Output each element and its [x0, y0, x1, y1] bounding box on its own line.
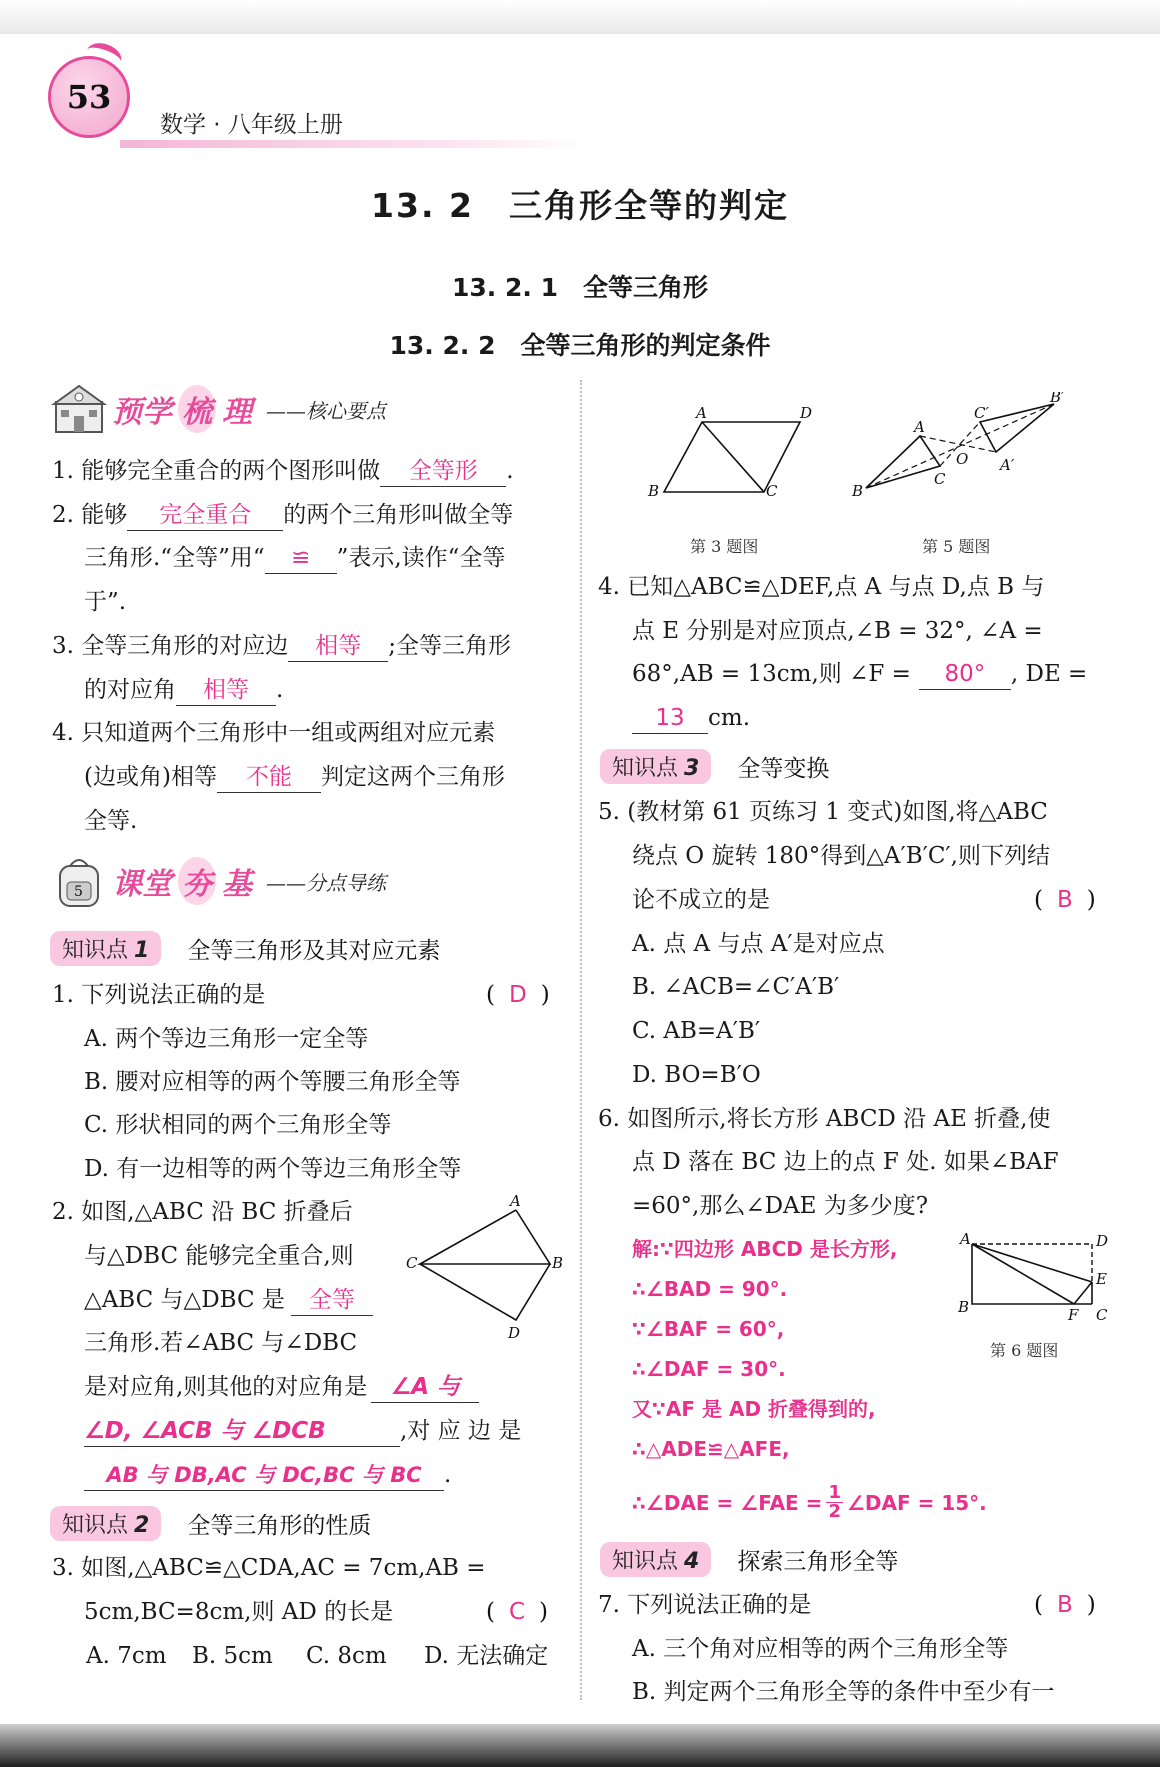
fig5-label-B-prime: B′: [1050, 392, 1065, 406]
fig6-label-C: C: [1096, 1306, 1108, 1324]
svg-text:5: 5: [74, 884, 83, 900]
screen-top-strip: [0, 0, 1160, 34]
q6-solution-4: ∴∠DAF = 30°.: [632, 1357, 786, 1381]
q3-option-d: D. 无法确定: [424, 1643, 549, 1669]
fig5-label-A: A: [914, 418, 925, 436]
fig3-label-D: D: [800, 404, 813, 422]
preview-section-header: [50, 380, 386, 438]
q2-line4: 三角形.若∠ABC 与∠DBC: [84, 1330, 358, 1356]
knowledge-point-2: [50, 1506, 371, 1541]
q5-answer: ( B ): [1034, 887, 1096, 913]
q1-answer: ( D ): [486, 982, 550, 1008]
screen-bottom-strip: [0, 1724, 1160, 1767]
q6-line1: 6. 如图所示,将长方形 ABCD 沿 AE 折叠,使: [598, 1106, 1051, 1132]
classroom-subtitle: ——分点导练: [266, 870, 386, 895]
q6-solution-1: 解:∵四边形 ABCD 是长方形,: [632, 1237, 898, 1261]
q2-line2: 与△DBC 能够完全重合,则: [84, 1243, 354, 1269]
q5-option-c: C. AB=A′B′: [632, 1018, 761, 1044]
classroom-title: 课堂 夯 基: [112, 857, 252, 905]
fig5-caption: 第 5 题图: [922, 537, 991, 556]
q5-line2: 绕点 O 旋转 180°得到△A′B′C′,则下列结: [632, 843, 1050, 869]
fig6-label-A: A: [960, 1230, 971, 1248]
q3-answer: ( C ): [486, 1599, 549, 1625]
preview-q2-line2: 三角形.“全等”用“ ≌ ”表示,读作“全等: [84, 543, 505, 574]
q2-line7: AB 与 DB,AC 与 DC,BC 与 BC .: [84, 1460, 451, 1491]
q4-line1: 4. 已知△ABC≌△DEF,点 A 与点 D,点 B 与: [598, 574, 1045, 600]
column-divider: [580, 380, 582, 1700]
q1-option-c: C. 形状相同的两个三角形全等: [84, 1112, 392, 1138]
q7-option-b: B. 判定两个三角形全等的条件中至少有一: [632, 1679, 1055, 1705]
preview-q3-line2: 的对应角 相等 .: [84, 675, 283, 706]
subsection-title-2: 13. 2. 2 全等三角形的判定条件: [389, 331, 771, 360]
knowledge-point-3: [600, 749, 829, 784]
q5-option-a: A. 点 A 与点 A′是对应点: [632, 931, 885, 957]
q2-label-D: D: [508, 1324, 521, 1342]
q2-line1: 2. 如图,△ABC 沿 BC 折叠后: [52, 1199, 353, 1225]
q3-option-c: C. 8cm: [306, 1643, 387, 1669]
q6-solution-3: ∵∠BAF = 60°,: [632, 1317, 785, 1341]
q2-label-B: B: [552, 1254, 564, 1272]
q3-line2: 5cm,BC=8cm,则 AD 的长是: [84, 1599, 394, 1625]
fraction-one-half: $\frac{1}{2}$: [828, 1482, 841, 1522]
q3-line1: 3. 如图,△ABC≌△CDA,AC = 7cm,AB =: [52, 1555, 486, 1581]
q2-line6: ∠D, ∠ACB 与 ∠DCB ,对 应 边 是: [84, 1416, 521, 1447]
q6-solution-5: 又∵AF 是 AD 折叠得到的,: [632, 1397, 876, 1421]
q7-stem: 7. 下列说法正确的是: [598, 1592, 812, 1618]
q5-option-b: B. ∠ACB=∠C′A′B′: [632, 974, 840, 1000]
kp4-name: 探索三角形全等: [737, 1549, 899, 1575]
knowledge-point-4: [600, 1542, 898, 1577]
section-title: 13. 2 三角形全等的判定: [371, 186, 789, 225]
fig5-label-B: B: [852, 482, 864, 500]
q4-line2: 点 E 分别是对应顶点,∠B = 32°, ∠A =: [632, 618, 1043, 644]
kp1-tag: 知识点 1: [50, 931, 161, 966]
kp3-tag: 知识点 3: [600, 749, 711, 784]
q4-line4: 13 cm.: [632, 703, 750, 734]
fig6-label-F: F: [1068, 1306, 1079, 1324]
kp2-name: 全等三角形的性质: [187, 1513, 372, 1539]
q1-option-d: D. 有一边相等的两个等边三角形全等: [84, 1156, 462, 1182]
preview-title: 预学 梳 理: [112, 385, 252, 433]
fig5-label-O: O: [956, 450, 969, 468]
fig6-rectangle-fold: [958, 1226, 1120, 1326]
preview-q4-line1: 4. 只知道两个三角形中一组或两组对应元素: [52, 720, 496, 746]
fig5-label-A-prime: A′: [1000, 456, 1015, 474]
classroom-section-header: [50, 852, 386, 910]
preview-q1: 1. 能够完全重合的两个图形叫做 全等形 .: [52, 456, 514, 487]
q5-option-d: D. BO=B′O: [632, 1062, 761, 1088]
fig6-label-E: E: [1096, 1270, 1107, 1288]
q5-line1: 5. (教材第 61 页练习 1 变式)如图,将△ABC: [598, 799, 1048, 825]
fig3-caption: 第 3 题图: [690, 537, 759, 556]
fig5-label-C-prime: C′: [974, 404, 989, 422]
q7-option-a: A. 三个角对应相等的两个三角形全等: [632, 1636, 1009, 1662]
q6-solution-6: ∴△ADE≌△AFE,: [632, 1437, 790, 1461]
q6-solution-7: ∴∠DAE = ∠FAE = $\frac{1}{2}$ ∠DAF = 15°.: [632, 1482, 987, 1522]
q1-option-b: B. 腰对应相等的两个等腰三角形全等: [84, 1069, 461, 1095]
q2-label-C: C: [406, 1254, 418, 1272]
preview-subtitle: ——核心要点: [266, 398, 386, 423]
q1-option-a: A. 两个等边三角形一定全等: [84, 1026, 369, 1052]
q7-answer: ( B ): [1034, 1592, 1096, 1618]
fig3-label-A: A: [696, 404, 707, 422]
fig5-label-C: C: [934, 470, 946, 488]
backpack-icon: [50, 852, 108, 910]
kp2-tag: 知识点 2: [50, 1506, 161, 1541]
preview-q2-line3: 于”.: [84, 589, 127, 615]
fig6-caption: 第 6 题图: [990, 1341, 1059, 1360]
q6-line2: 点 D 落在 BC 边上的点 F 处. 如果∠BAF: [632, 1149, 1059, 1175]
preview-q4-line2: (边或角)相等 不能 判定这两个三角形: [84, 762, 505, 793]
book-title: 数学 · 八年级上册: [160, 112, 343, 138]
fig6-label-B: B: [958, 1298, 970, 1316]
kp3-name: 全等变换: [737, 756, 830, 782]
school-building-icon: [50, 380, 108, 438]
knowledge-point-1: [50, 931, 440, 966]
q2-kite-figure: [400, 1192, 570, 1342]
q2-line5: 是对应角,则其他的对应角是 ∠A 与: [84, 1372, 479, 1403]
q5-line3: 论不成立的是: [632, 887, 770, 913]
kp1-name: 全等三角形及其对应元素: [187, 938, 441, 964]
subsection-title-1: 13. 2. 1 全等三角形: [452, 273, 708, 302]
fig5-rotation-figure: [850, 392, 1070, 512]
q6-line3: =60°,那么∠DAE 为多少度?: [632, 1193, 929, 1219]
q2-label-A: A: [510, 1192, 521, 1210]
fig3-label-B: B: [648, 482, 660, 500]
fig3-parallelogram: [640, 400, 820, 510]
fig3-label-C: C: [766, 482, 778, 500]
preview-q3-line1: 3. 全等三角形的对应边 相等 ;全等三角形: [52, 631, 511, 662]
kp4-tag: 知识点 4: [600, 1542, 711, 1577]
fig6-label-D: D: [1096, 1232, 1109, 1250]
page-number-badge: 53: [48, 56, 130, 138]
preview-q2-line1: 2. 能够 完全重合 的两个三角形叫做全等: [52, 500, 513, 531]
header-underline: [120, 140, 590, 148]
q6-solution-2: ∴∠BAD = 90°.: [632, 1277, 788, 1301]
q2-line3: △ABC 与△DBC 是 全等: [84, 1285, 373, 1316]
q4-line3: 68°,AB = 13cm,则 ∠F = 80° , DE =: [632, 659, 1087, 690]
preview-q4-line3: 全等.: [84, 808, 138, 834]
q1-stem: 1. 下列说法正确的是: [52, 982, 266, 1008]
q3-option-a: A. 7cm: [86, 1643, 167, 1669]
q3-option-b: B. 5cm: [192, 1643, 273, 1669]
